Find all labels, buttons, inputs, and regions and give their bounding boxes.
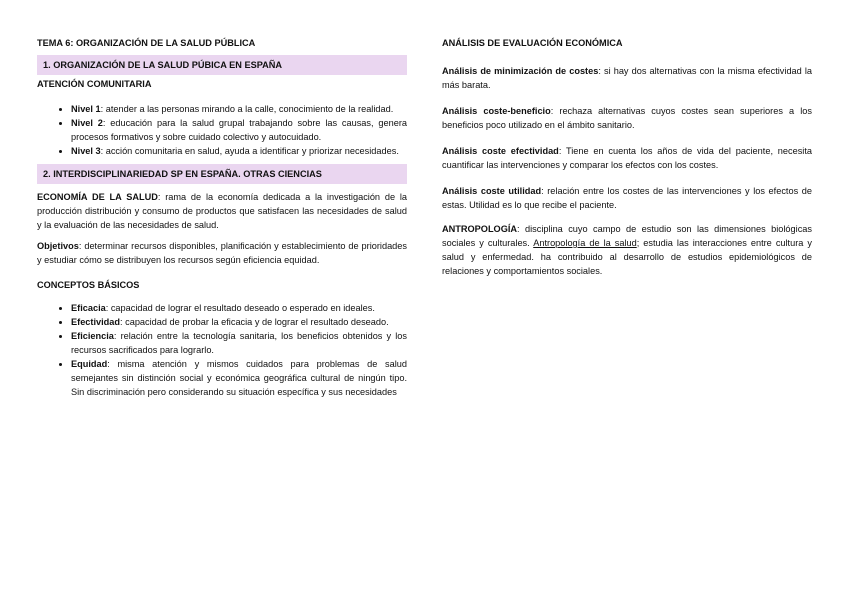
underlined-term: Antropología de la salud — [533, 238, 637, 248]
definition: : rechaza alternativas cuyos costes sean superiores a los beneficios poco utilizado en el ámbito sanitario. — [442, 106, 812, 130]
definition: : misma atención y mismos cuidados para problemas de salud semejantes sin distinción social y económica geográfica cultural de ningún tipo. Sin discriminación pero considerando su situación específica y sus necesidades — [71, 359, 407, 397]
term: Eficacia — [71, 303, 106, 313]
term: Objetivos — [37, 241, 79, 251]
atencion-title: ATENCIÓN COMUNITARIA — [37, 79, 152, 89]
list-item — [71, 102, 407, 116]
analisis-paragraph — [442, 144, 812, 172]
term: Nivel 1 — [71, 104, 101, 114]
term: Análisis coste-beneficio — [442, 106, 551, 116]
term: Análisis coste efectividad — [442, 146, 559, 156]
niveles-list — [37, 102, 407, 158]
section-title-analisis: ANÁLISIS DE EVALUACIÓN ECONÓMICA — [442, 38, 623, 48]
definition: : capacidad de probar la eficacia y de lograr el resultado deseado. — [120, 317, 389, 327]
definition: : relación entre la tecnología sanitaria, los beneficios obtenidos y los recursos sacrificados para lograrlo. — [71, 331, 407, 355]
term: Análisis de minimización de costes — [442, 66, 599, 76]
left-column — [37, 36, 407, 399]
definition: : relación entre los costes de las intervenciones y los efectos de estas. Utilidad es lo que recibe el paciente. — [442, 186, 812, 210]
conceptos-list — [37, 301, 407, 399]
section-band-2: 2. INTERDISCIPLINARIEDAD SP EN ESPAÑA. OTRAS CIENCIAS — [37, 164, 407, 184]
definition: : determinar recursos disponibles, planificación y establecimiento de prioridades y estudiar cómo se distribuyen los recursos según eficiencia equidad. — [37, 241, 407, 265]
list-item — [71, 357, 407, 399]
list-item — [71, 144, 407, 158]
definition-continued: ; estudia las interacciones entre cultura y salud y enfermedad. ha contribuido al desarrollo de estudios epidemiológicos de relaciones y comportamientos sociales. — [442, 238, 813, 276]
list-item — [71, 301, 407, 315]
conceptos-title: CONCEPTOS BÁSICOS — [37, 280, 140, 290]
antropologia-paragraph — [442, 222, 812, 278]
economia-paragraph — [37, 190, 407, 232]
term: ECONOMÍA DE LA SALUD — [37, 192, 158, 202]
list-item — [71, 329, 407, 357]
term: Nivel 2 — [71, 118, 103, 128]
objetivos-paragraph — [37, 239, 407, 267]
analisis-paragraph — [442, 184, 812, 212]
definition: : si hay dos alternativas con la misma efectividad la más barata. — [442, 66, 813, 90]
definition: : disciplina cuyo campo de estudio son las dimensiones biológicas sociales y culturales. — [442, 224, 812, 248]
definition: : acción comunitaria en salud, ayuda a identificar y priorizar necesidades. — [100, 146, 399, 156]
section-band-1: 1. ORGANIZACIÓN DE LA SALUD PÚBICA EN ESPAÑA — [37, 55, 407, 75]
term: Eficiencia — [71, 331, 114, 341]
analisis-paragraph — [442, 64, 812, 92]
definition: : atender a las personas mirando a la calle, conocimiento de la realidad. — [100, 104, 394, 114]
term: Equidad — [71, 359, 108, 369]
term: Análisis coste utilidad — [442, 186, 542, 196]
right-column — [442, 36, 812, 278]
analisis-paragraph — [442, 104, 812, 132]
term: ANTROPOLOGÍA — [442, 224, 518, 234]
definition: : educación para la salud grupal trabajando sobre las causas, genera procesos formativos y sobre cuidado colectivo y autocuidado. — [71, 118, 407, 142]
list-item — [71, 315, 407, 329]
term: Efectividad — [71, 317, 121, 327]
page-title: TEMA 6: ORGANIZACIÓN DE LA SALUD PÚBLICA — [37, 38, 256, 48]
term: Nivel 3 — [71, 146, 101, 156]
definition: : Tiene en cuenta los años de vida del paciente, necesita cuantificar las intervenciones y comparar los efectos con los costes. — [442, 146, 812, 170]
definition: : capacidad de lograr el resultado deseado o esperado en ideales. — [105, 303, 375, 313]
list-item — [71, 116, 407, 144]
definition: : rama de la economía dedicada a la investigación de la producción distribución y consumo de productos que satisfacen las necesidades de salud y la evaluación de las necesidades de salud. — [37, 192, 407, 230]
